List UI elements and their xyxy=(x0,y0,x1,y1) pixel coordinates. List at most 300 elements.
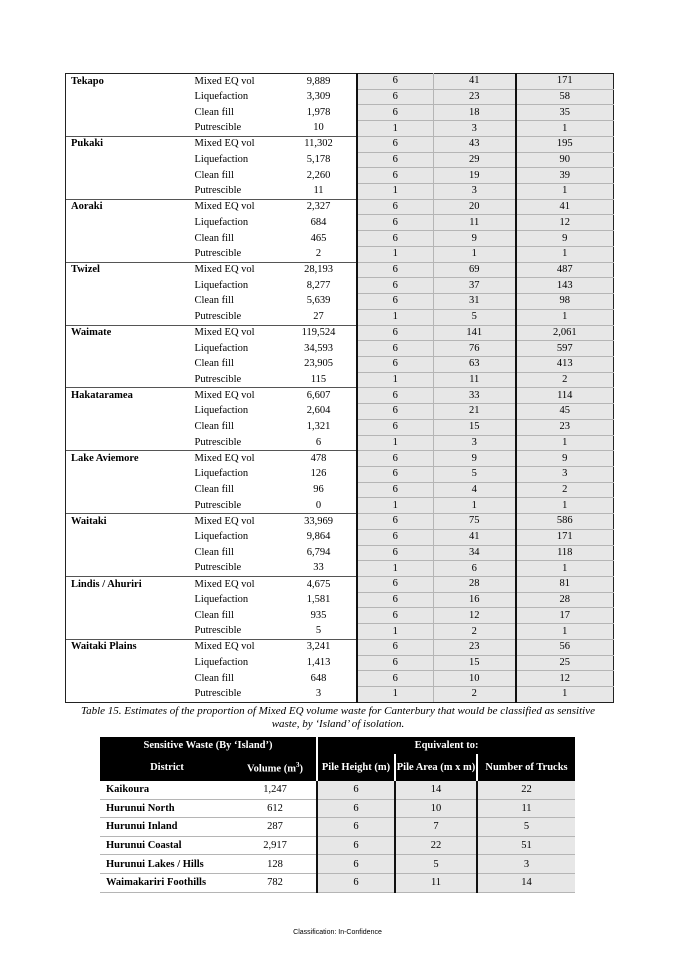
location-cell xyxy=(66,231,192,247)
pile-height-cell: 6 xyxy=(317,781,395,799)
pile-area-cell: 15 xyxy=(434,655,516,671)
pile-area-cell: 10 xyxy=(395,799,477,818)
trucks-cell: 118 xyxy=(516,545,614,561)
waste-type-cell: Clean fill xyxy=(194,169,234,181)
waste-type-cell: Putrescible xyxy=(194,310,242,322)
volume-cell: 11 xyxy=(282,184,357,200)
location-cell xyxy=(66,561,192,577)
waste-type-cell: Clean fill xyxy=(194,295,234,307)
pile-height-cell: 6 xyxy=(357,74,434,90)
table-row xyxy=(66,199,614,215)
pile-height-cell: 6 xyxy=(317,818,395,837)
waste-type-cell: Putrescible xyxy=(194,436,242,448)
volume-cell: 28,193 xyxy=(282,262,357,278)
pile-area-cell: 37 xyxy=(434,278,516,294)
table-row xyxy=(100,836,575,855)
location-cell xyxy=(66,246,192,262)
table-row xyxy=(66,121,614,137)
pile-area-cell: 29 xyxy=(434,152,516,168)
location-cell xyxy=(66,152,192,168)
table-row xyxy=(66,262,614,278)
waste-type-cell: Putrescible xyxy=(194,248,242,260)
table-row xyxy=(66,136,614,152)
pile-area-cell: 23 xyxy=(434,89,516,105)
table-row xyxy=(66,152,614,168)
waste-type-cell: Clean fill xyxy=(194,546,234,558)
volume-cell: 1,581 xyxy=(282,592,357,608)
pile-area-cell: 12 xyxy=(434,608,516,624)
volume-cell: 8,277 xyxy=(282,278,357,294)
pile-area-cell: 3 xyxy=(434,121,516,137)
pile-height-cell: 6 xyxy=(357,168,434,184)
table-row xyxy=(66,309,614,325)
district-cell: Hurunui Lakes / Hills xyxy=(100,855,234,874)
header-number-of-trucks: Number of Trucks xyxy=(477,754,575,781)
trucks-cell: 1 xyxy=(516,624,614,640)
trucks-cell: 41 xyxy=(516,199,614,215)
waste-type-cell: Mixed EQ vol xyxy=(192,514,282,530)
pile-area-cell: 4 xyxy=(434,482,516,498)
volume-cell: 612 xyxy=(234,799,317,818)
location-cell xyxy=(66,671,192,687)
volume-cell: 6,794 xyxy=(282,545,357,561)
pile-area-cell: 1 xyxy=(434,246,516,262)
table-row xyxy=(100,855,575,874)
pile-area-cell: 34 xyxy=(434,545,516,561)
waste-type-cell: Putrescible xyxy=(194,499,242,511)
pile-height-cell: 6 xyxy=(357,215,434,231)
trucks-cell: 3 xyxy=(516,466,614,482)
pile-height-cell: 6 xyxy=(317,836,395,855)
table-row xyxy=(66,105,614,121)
table-row xyxy=(66,184,614,200)
trucks-cell: 12 xyxy=(516,671,614,687)
pile-height-cell: 6 xyxy=(357,655,434,671)
pile-height-cell: 6 xyxy=(357,89,434,105)
pile-area-cell: 5 xyxy=(395,855,477,874)
table-row xyxy=(66,325,614,341)
waste-type-cell: Putrescible xyxy=(194,373,242,385)
table-row xyxy=(66,451,614,467)
volume-cell: 33,969 xyxy=(282,514,357,530)
location-cell: Lindis / Ahuriri xyxy=(66,577,192,593)
waste-type-cell: Putrescible xyxy=(194,625,242,637)
waste-type-cell: Clean fill xyxy=(194,106,234,118)
table-row xyxy=(66,687,614,703)
volume-cell: 1,413 xyxy=(282,655,357,671)
district-cell: Hurunui Inland xyxy=(100,818,234,837)
trucks-cell: 98 xyxy=(516,294,614,310)
trucks-cell: 1 xyxy=(516,246,614,262)
pile-height-cell: 6 xyxy=(357,388,434,404)
volume-cell: 23,905 xyxy=(282,356,357,372)
pile-height-cell: 6 xyxy=(357,592,434,608)
trucks-cell: 1 xyxy=(516,121,614,137)
volume-cell: 3,241 xyxy=(282,639,357,655)
volume-cell: 10 xyxy=(282,121,357,137)
trucks-cell: 9 xyxy=(516,451,614,467)
pile-area-cell: 5 xyxy=(434,309,516,325)
volume-cell: 9,864 xyxy=(282,529,357,545)
pile-height-cell: 1 xyxy=(357,184,434,200)
pile-area-cell: 22 xyxy=(395,836,477,855)
pile-area-cell: 2 xyxy=(434,624,516,640)
volume-cell: 11,302 xyxy=(282,136,357,152)
location-cell xyxy=(66,278,192,294)
pile-height-cell: 6 xyxy=(357,482,434,498)
pile-height-cell: 6 xyxy=(357,514,434,530)
volume-cell: 465 xyxy=(282,231,357,247)
waste-type-cell: Putrescible xyxy=(194,122,242,134)
pile-area-cell: 14 xyxy=(395,781,477,799)
pile-height-cell: 1 xyxy=(357,309,434,325)
pile-height-cell: 6 xyxy=(357,466,434,482)
trucks-cell: 1 xyxy=(516,687,614,703)
location-cell xyxy=(66,89,192,105)
pile-height-cell: 6 xyxy=(357,608,434,624)
pile-area-cell: 141 xyxy=(434,325,516,341)
sensitive-table-column-header xyxy=(100,754,575,781)
pile-area-cell: 63 xyxy=(434,356,516,372)
volume-cell: 96 xyxy=(282,482,357,498)
table-row xyxy=(66,419,614,435)
table-row xyxy=(66,639,614,655)
volume-cell: 5 xyxy=(282,624,357,640)
pile-area-cell: 76 xyxy=(434,341,516,357)
location-cell: Aoraki xyxy=(66,199,192,215)
district-cell: Hurunui North xyxy=(100,799,234,818)
location-cell: Twizel xyxy=(66,262,192,278)
pile-height-cell: 6 xyxy=(357,231,434,247)
waste-type-cell: Liquefaction xyxy=(194,531,249,543)
volume-cell: 1,247 xyxy=(234,781,317,799)
waste-type-cell: Clean fill xyxy=(194,672,234,684)
pile-height-cell: 1 xyxy=(357,435,434,451)
trucks-cell: 1 xyxy=(516,435,614,451)
waste-type-cell: Liquefaction xyxy=(194,153,249,165)
volume-cell: 2,604 xyxy=(282,404,357,420)
trucks-cell: 90 xyxy=(516,152,614,168)
volume-cell: 287 xyxy=(234,818,317,837)
trucks-cell: 14 xyxy=(477,873,575,892)
pile-height-cell: 1 xyxy=(357,498,434,514)
pile-area-cell: 10 xyxy=(434,671,516,687)
table-row xyxy=(66,514,614,530)
volume-cell: 126 xyxy=(282,466,357,482)
location-cell: Pukaki xyxy=(66,136,192,152)
header-volume: Volume $(m^3)$ xyxy=(234,754,317,781)
volume-cell: 2 xyxy=(282,246,357,262)
pile-area-cell: 3 xyxy=(434,184,516,200)
trucks-cell: 195 xyxy=(516,136,614,152)
table-row xyxy=(66,372,614,388)
volume-cell: 1,978 xyxy=(282,105,357,121)
trucks-cell: 413 xyxy=(516,356,614,372)
pile-height-cell: 6 xyxy=(357,404,434,420)
location-cell xyxy=(66,404,192,420)
trucks-cell: 56 xyxy=(516,639,614,655)
table-row xyxy=(66,388,614,404)
pile-height-cell: 6 xyxy=(317,855,395,874)
pile-area-cell: 21 xyxy=(434,404,516,420)
trucks-cell: 487 xyxy=(516,262,614,278)
waste-type-cell: Liquefaction xyxy=(194,216,249,228)
location-cell xyxy=(66,482,192,498)
location-cell xyxy=(66,341,192,357)
pile-area-cell: 20 xyxy=(434,199,516,215)
location-cell xyxy=(66,687,192,703)
trucks-cell: 28 xyxy=(516,592,614,608)
location-cell xyxy=(66,121,192,137)
waste-type-cell: Clean fill xyxy=(194,232,234,244)
table-row xyxy=(66,529,614,545)
district-cell: Waimakariri Foothills xyxy=(100,873,234,892)
pile-height-cell: 6 xyxy=(357,199,434,215)
location-cell xyxy=(66,356,192,372)
table-row xyxy=(66,74,614,90)
sensitive-table-group-header xyxy=(100,737,575,754)
waste-type-cell: Putrescible xyxy=(192,687,282,703)
volume-cell: 34,593 xyxy=(282,341,357,357)
volume-cell: 0 xyxy=(282,498,357,514)
table-row xyxy=(66,356,614,372)
location-cell: Waitaki Plains xyxy=(66,639,192,655)
waste-type-cell: Liquefaction xyxy=(194,279,249,291)
pile-height-cell: 6 xyxy=(357,451,434,467)
location-cell: Hakataramea xyxy=(66,388,192,404)
pile-area-cell: 2 xyxy=(434,687,516,703)
sensitive-waste-table xyxy=(100,737,575,893)
location-cell xyxy=(66,592,192,608)
table-row xyxy=(66,608,614,624)
table-row xyxy=(100,818,575,837)
pile-area-cell: 19 xyxy=(434,168,516,184)
pile-area-cell: 7 xyxy=(395,818,477,837)
location-cell xyxy=(66,309,192,325)
trucks-cell: 2,061 xyxy=(516,325,614,341)
waste-type-cell: Clean fill xyxy=(194,358,234,370)
classification-footer: Classification: In-Confidence xyxy=(293,929,382,936)
location-cell xyxy=(66,529,192,545)
trucks-cell: 171 xyxy=(516,74,614,90)
trucks-cell: 12 xyxy=(516,215,614,231)
waste-type-cell: Mixed EQ vol xyxy=(192,262,282,278)
table-row xyxy=(66,404,614,420)
header-district: District xyxy=(100,754,234,781)
location-cell xyxy=(66,624,192,640)
table-row xyxy=(66,246,614,262)
header-pile-height: Pile Height (m) xyxy=(317,754,395,781)
district-cell: Hurunui Coastal xyxy=(100,836,234,855)
pile-height-cell: 6 xyxy=(357,294,434,310)
trucks-cell: 17 xyxy=(516,608,614,624)
pile-height-cell: 6 xyxy=(317,799,395,818)
waste-type-cell: Liquefaction xyxy=(194,656,249,668)
pile-area-cell: 16 xyxy=(434,592,516,608)
trucks-cell: 1 xyxy=(516,561,614,577)
volume-cell: 478 xyxy=(282,451,357,467)
table-row xyxy=(100,873,575,892)
table-row xyxy=(66,89,614,105)
trucks-cell: 9 xyxy=(516,231,614,247)
location-cell xyxy=(66,545,192,561)
trucks-cell: 171 xyxy=(516,529,614,545)
trucks-cell: 22 xyxy=(477,781,575,799)
trucks-cell: 51 xyxy=(477,836,575,855)
volume-cell: 27 xyxy=(282,309,357,325)
table-row xyxy=(66,435,614,451)
location-cell: Tekapo xyxy=(66,74,192,90)
pile-area-cell: 31 xyxy=(434,294,516,310)
waste-type-cell: Mixed EQ vol xyxy=(192,388,282,404)
pile-area-cell: 33 xyxy=(434,388,516,404)
volume-cell: 6,607 xyxy=(282,388,357,404)
waste-type-cell: Putrescible xyxy=(194,185,242,197)
table-row xyxy=(66,215,614,231)
pile-area-cell: 1 xyxy=(434,498,516,514)
pile-height-cell: 6 xyxy=(357,105,434,121)
table-caption: Table 15. Estimates of the proportion of Mixed EQ volume waste for Canterbury that would be classified as sensitive waste, by ‘Island’ of isolation. xyxy=(80,705,595,730)
trucks-cell: 81 xyxy=(516,577,614,593)
table-row xyxy=(66,278,614,294)
pile-height-cell: 6 xyxy=(357,325,434,341)
volume-cell: 4,675 xyxy=(282,577,357,593)
table-row xyxy=(66,341,614,357)
pile-area-cell: 11 xyxy=(395,873,477,892)
pile-area-cell: 11 xyxy=(434,372,516,388)
volume-cell: 2,327 xyxy=(282,199,357,215)
table-row xyxy=(66,168,614,184)
pile-height-cell: 6 xyxy=(357,419,434,435)
pile-height-cell: 6 xyxy=(357,341,434,357)
pile-height-cell: 1 xyxy=(357,624,434,640)
trucks-cell: 586 xyxy=(516,514,614,530)
waste-type-cell: Mixed EQ vol xyxy=(192,199,282,215)
trucks-cell: 39 xyxy=(516,168,614,184)
waste-type-cell: Liquefaction xyxy=(194,405,249,417)
district-cell: Kaikoura xyxy=(100,781,234,799)
volume-cell: 2,917 xyxy=(234,836,317,855)
trucks-cell: 5 xyxy=(477,818,575,837)
volume-cell: 5,178 xyxy=(282,152,357,168)
pile-height-cell: 1 xyxy=(357,561,434,577)
volume-cell: 3 xyxy=(282,687,357,703)
table-row xyxy=(66,577,614,593)
trucks-cell: 1 xyxy=(516,184,614,200)
pile-height-cell: 6 xyxy=(357,278,434,294)
pile-height-cell: 6 xyxy=(357,529,434,545)
waste-type-cell: Mixed EQ vol xyxy=(192,577,282,593)
location-cell xyxy=(66,466,192,482)
pile-height-cell: 6 xyxy=(357,136,434,152)
trucks-cell: 35 xyxy=(516,105,614,121)
location-cell xyxy=(66,215,192,231)
location-cell xyxy=(66,608,192,624)
pile-area-cell: 43 xyxy=(434,136,516,152)
location-cell xyxy=(66,105,192,121)
pile-area-cell: 41 xyxy=(434,529,516,545)
location-cell xyxy=(66,655,192,671)
pile-area-cell: 3 xyxy=(434,435,516,451)
pile-area-cell: 9 xyxy=(434,451,516,467)
pile-area-cell: 28 xyxy=(434,577,516,593)
location-cell xyxy=(66,435,192,451)
waste-type-cell: Mixed EQ vol xyxy=(192,325,282,341)
location-cell xyxy=(66,419,192,435)
table-row xyxy=(66,231,614,247)
volume-cell: 935 xyxy=(282,608,357,624)
trucks-cell: 1 xyxy=(516,309,614,325)
table-row xyxy=(66,294,614,310)
volume-cell: 684 xyxy=(282,215,357,231)
location-cell: Waimate xyxy=(66,325,192,341)
table-row xyxy=(66,655,614,671)
table-row xyxy=(100,781,575,799)
waste-type-cell: Mixed EQ vol xyxy=(192,136,282,152)
trucks-cell: 2 xyxy=(516,482,614,498)
pile-height-cell: 6 xyxy=(357,577,434,593)
pile-area-cell: 9 xyxy=(434,231,516,247)
waste-type-cell: Mixed EQ vol xyxy=(192,74,282,90)
volume-cell: 2,260 xyxy=(282,168,357,184)
table-row xyxy=(66,498,614,514)
location-cell xyxy=(66,498,192,514)
pile-area-cell: 5 xyxy=(434,466,516,482)
waste-type-cell: Clean fill xyxy=(194,609,234,621)
pile-area-cell: 41 xyxy=(434,74,516,90)
location-cell xyxy=(66,372,192,388)
waste-estimates-table xyxy=(65,73,614,703)
pile-area-cell: 6 xyxy=(434,561,516,577)
location-cell xyxy=(66,168,192,184)
volume-cell: 33 xyxy=(282,561,357,577)
volume-cell: 1,321 xyxy=(282,419,357,435)
volume-cell: 648 xyxy=(282,671,357,687)
table-row xyxy=(66,482,614,498)
table-row xyxy=(66,561,614,577)
location-cell: Waitaki xyxy=(66,514,192,530)
waste-type-cell: Putrescible xyxy=(194,562,242,574)
trucks-cell: 58 xyxy=(516,89,614,105)
location-cell xyxy=(66,184,192,200)
pile-area-cell: 11 xyxy=(434,215,516,231)
table-row xyxy=(66,466,614,482)
pile-area-cell: 18 xyxy=(434,105,516,121)
header-equivalent-to: Equivalent to: xyxy=(317,737,575,754)
location-cell xyxy=(66,294,192,310)
pile-height-cell: 6 xyxy=(357,639,434,655)
table-row xyxy=(66,624,614,640)
volume-cell: 6 xyxy=(282,435,357,451)
volume-cell: 5,639 xyxy=(282,294,357,310)
table-row xyxy=(66,592,614,608)
volume-cell: 782 xyxy=(234,873,317,892)
waste-type-cell: Clean fill xyxy=(194,484,234,496)
trucks-cell: 45 xyxy=(516,404,614,420)
volume-cell: 9,889 xyxy=(282,74,357,90)
table-row xyxy=(66,671,614,687)
header-sensitive-waste: Sensitive Waste (By ‘Island’) xyxy=(100,737,317,754)
volume-cell: 115 xyxy=(282,372,357,388)
pile-area-cell: 75 xyxy=(434,514,516,530)
pile-height-cell: 6 xyxy=(357,356,434,372)
trucks-cell: 23 xyxy=(516,419,614,435)
waste-type-cell: Clean fill xyxy=(194,421,234,433)
waste-type-cell: Mixed EQ vol xyxy=(192,451,282,467)
volume-cell: 3,309 xyxy=(282,89,357,105)
waste-type-cell: Liquefaction xyxy=(194,468,249,480)
pile-height-cell: 6 xyxy=(357,152,434,168)
